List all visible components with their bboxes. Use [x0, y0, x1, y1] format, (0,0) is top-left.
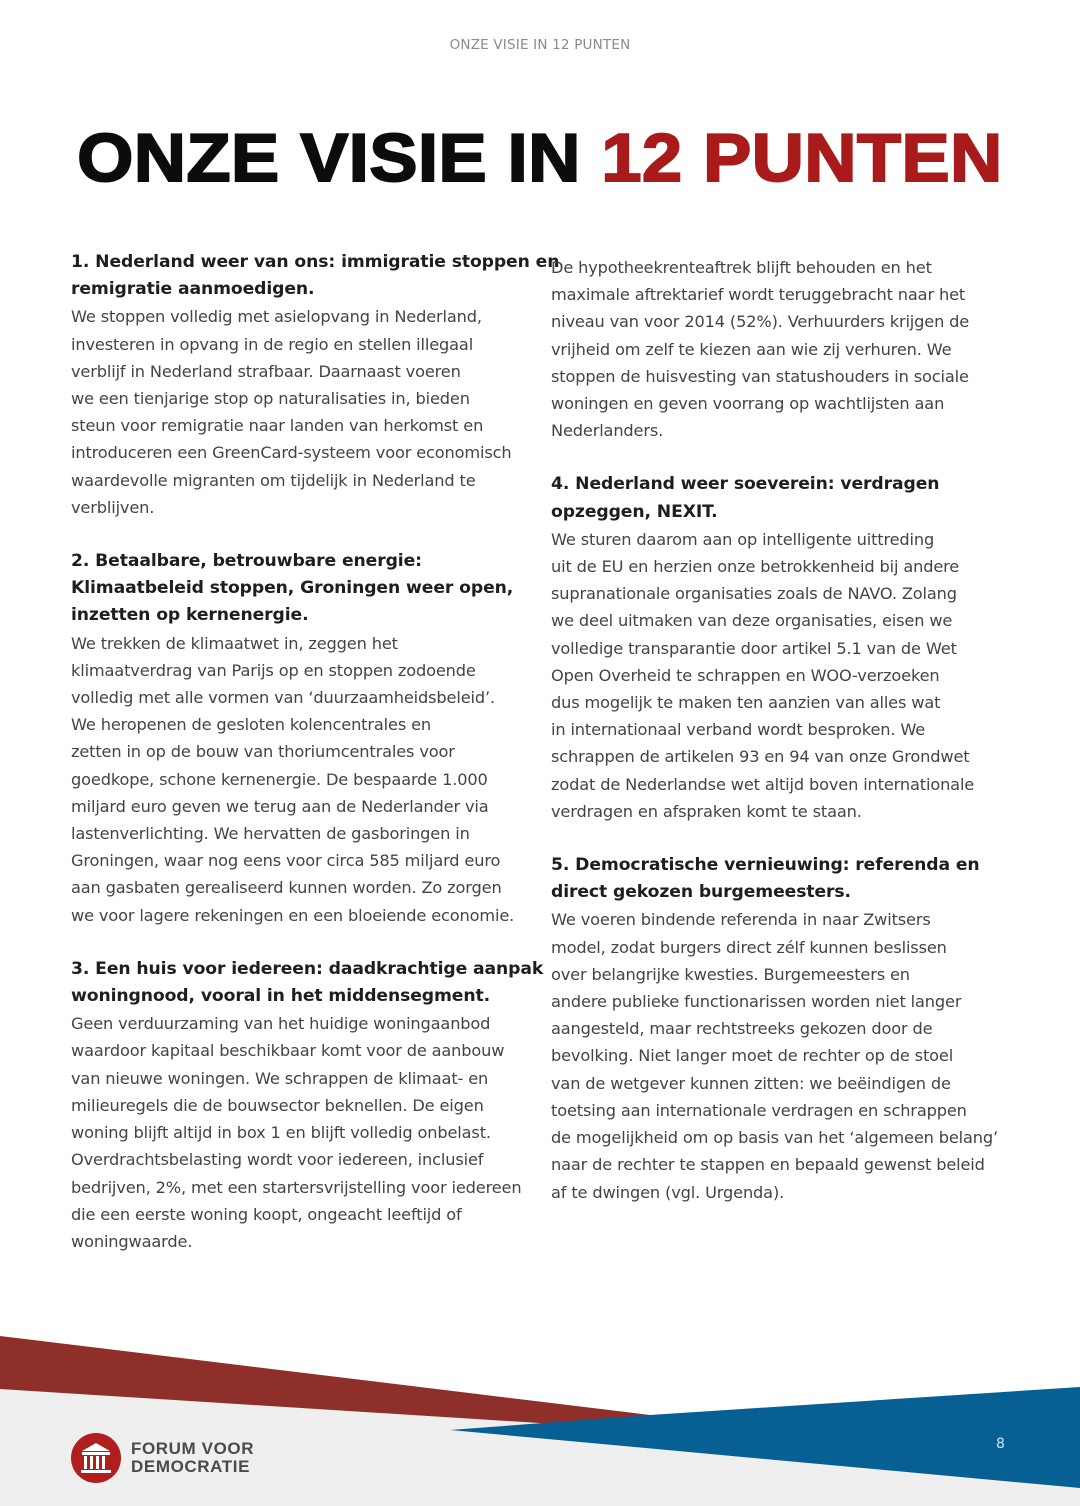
body-line: woning blijft altijd in box 1 en blijft volledig onbelast. — [71, 1123, 491, 1143]
heading-line: opzeggen, NEXIT. — [551, 501, 718, 522]
body-line: model, zodat burgers direct zélf kunnen beslissen — [551, 937, 947, 957]
logo-text — [131, 1440, 254, 1476]
heading-line: 1. Nederland weer van ons: immigratie stoppen en — [71, 252, 560, 272]
section-heading — [71, 548, 533, 630]
body-line: maximale aftrektarief wordt teruggebracht naar het — [551, 285, 966, 305]
body-line: Nederlanders. — [551, 421, 664, 441]
body-line: volledige transparantie door artikel 5.1 van de Wet — [551, 638, 957, 658]
body-line: van nieuwe woningen. We schrappen de klimaat- en — [71, 1068, 489, 1088]
body-line: milieuregels die de bouwsector beknellen. De eigen — [71, 1095, 484, 1115]
heading-line: Klimaatbeleid stoppen, Groningen weer open, — [71, 578, 514, 599]
right-column — [551, 254, 1013, 1233]
logo-line-2: DEMOCRATIE — [131, 1457, 251, 1476]
logo-line-1: FORUM VOOR — [131, 1439, 255, 1458]
body-line: we voor lagere rekeningen en een bloeiende economie. — [71, 905, 515, 925]
body-line: dus mogelijk te maken ten aanzien van alles wat — [551, 693, 941, 713]
body-line: schrappen de artikelen 93 en 94 van onze Grondwet — [551, 747, 970, 767]
section-body — [71, 303, 533, 521]
section-body — [551, 254, 1013, 444]
body-line: lastenverlichting. We hervatten de gasboringen in — [71, 824, 470, 844]
body-line: andere publieke functionarissen worden niet langer — [551, 992, 962, 1012]
body-line: we deel uitmaken van deze organisaties, eisen we — [551, 611, 953, 631]
heading-line: 3. Een huis voor iedereen: daadkrachtige aanpak — [71, 958, 544, 979]
heading-line: remigratie aanmoedigen. — [71, 279, 315, 300]
body-line: steun voor remigratie naar landen van herkomst en — [71, 416, 484, 436]
page-number: 8 — [996, 1436, 1005, 1452]
body-line: miljard euro geven we terug aan de Nederlander via — [71, 796, 489, 816]
body-line: stoppen de huisvesting van statushouders in sociale — [551, 366, 969, 386]
body-line: naar de rechter te stappen en bepaald gewenst beleid — [551, 1155, 985, 1175]
page-title-highlight: 12 PUNTEN — [601, 120, 1003, 196]
party-logo — [71, 1433, 254, 1483]
body-line: investeren in opvang in de regio en stellen illegaal — [71, 334, 474, 354]
section-3 — [71, 956, 544, 1255]
body-line: We trekken de klimaatwet in, zeggen het — [71, 633, 398, 653]
body-line: zetten in op de bouw van thoriumcentrales voor — [71, 742, 455, 762]
body-line: woningen en geven voorrang op wachtlijsten aan — [551, 394, 945, 414]
body-line: verblijven. — [71, 497, 155, 517]
body-line: we een tienjarige stop op naturalisaties in, bieden — [71, 389, 470, 409]
body-line: bevolking. Niet langer moet de rechter op de stoel — [551, 1046, 954, 1066]
body-line: woningwaarde. — [71, 1231, 193, 1251]
page-title — [0, 118, 1080, 198]
body-line: supranationale organisaties zoals de NAVO. Zolang — [551, 584, 957, 604]
section-heading — [551, 852, 1013, 906]
heading-line: 4. Nederland weer soeverein: verdragen — [551, 474, 940, 495]
body-line: goedkope, schone kernenergie. De bespaarde 1.000 — [71, 769, 488, 789]
body-line: Open Overheid te schrappen en WOO-verzoeken — [551, 665, 940, 685]
body-line: vrijheid om zelf te kiezen aan wie zij verhuren. We — [551, 339, 952, 359]
section-heading — [71, 956, 544, 1010]
section-body — [551, 906, 1013, 1205]
page-title-prefix: ONZE VISIE IN — [77, 120, 602, 196]
section-heading — [71, 249, 560, 303]
body-line: die een eerste woning koopt, ongeacht leeftijd of — [71, 1204, 462, 1224]
body-line: over belangrijke kwesties. Burgemeesters en — [551, 964, 910, 984]
body-line: waardoor kapitaal beschikbaar komt voor de aanbouw — [71, 1041, 505, 1061]
body-line: bedrijven, 2%, met een startersvrijstelling voor iedereen — [71, 1177, 522, 1197]
heading-line: inzetten op kernenergie. — [71, 605, 309, 626]
body-line: van de wetgever kunnen zitten: we beëindigen de — [551, 1073, 951, 1093]
section-1 — [71, 249, 560, 521]
body-line: klimaatverdrag van Parijs op en stoppen zodoende — [71, 660, 476, 680]
body-line: Groningen, waar nog eens voor circa 585 miljard euro — [71, 851, 501, 871]
section-body — [551, 526, 1013, 825]
body-line: waardevolle migranten om tijdelijk in Nederland te — [71, 470, 476, 490]
body-line: niveau van voor 2014 (52%). Verhuurders krijgen de — [551, 312, 970, 332]
body-line: zodat de Nederlandse wet altijd boven internationale — [551, 774, 975, 794]
body-line: We heropenen de gesloten kolencentrales en — [71, 715, 432, 735]
body-line: de mogelijkheid om op basis van het ‘algemeen belang’ — [551, 1128, 999, 1148]
running-header: ONZE VISIE IN 12 PUNTEN — [449, 37, 631, 53]
body-line: toetsing aan internationale verdragen en schrappen — [551, 1100, 967, 1120]
body-line: Geen verduurzaming van het huidige woningaanbod — [71, 1014, 491, 1034]
section-heading — [551, 471, 1013, 525]
parliament-building-icon — [71, 1433, 121, 1483]
body-line: aan gasbaten gerealiseerd kunnen worden. Zo zorgen — [71, 878, 502, 898]
section-3-continued — [551, 254, 1013, 444]
section-2 — [71, 548, 533, 929]
section-body — [71, 630, 533, 929]
body-line: verblijf in Nederland strafbaar. Daarnaast voeren — [71, 361, 461, 381]
body-line: We stoppen volledig met asielopvang in Nederland, — [71, 307, 482, 327]
body-line: verdragen en afspraken komt te staan. — [551, 801, 862, 821]
heading-line: woningnood, vooral in het middensegment. — [71, 986, 491, 1007]
body-line: Overdrachtsbelasting wordt voor iedereen, inclusief — [71, 1150, 484, 1170]
left-column — [71, 249, 560, 1282]
section-body — [71, 1010, 533, 1255]
body-line: We voeren bindende referenda in naar Zwitsers — [551, 910, 931, 930]
section-5 — [551, 852, 1013, 1206]
body-line: introduceren een GreenCard-systeem voor economisch — [71, 443, 512, 463]
heading-line: direct gekozen burgemeesters. — [551, 882, 851, 903]
body-line: in internationaal verband wordt besproken. We — [551, 720, 926, 740]
body-line: af te dwingen (vgl. Urgenda). — [551, 1182, 785, 1202]
section-4 — [551, 471, 1013, 825]
heading-line: 5. Democratische vernieuwing: referenda en — [551, 855, 980, 876]
body-line: aangesteld, maar rechtstreeks gekozen door de — [551, 1019, 933, 1039]
body-line: volledig met alle vormen van ‘duurzaamheidsbeleid’. — [71, 688, 495, 708]
heading-line: 2. Betaalbare, betrouwbare energie: — [71, 551, 422, 572]
body-line: uit de EU en herzien onze betrokkenheid bij andere — [551, 557, 960, 577]
body-line: De hypotheekrenteaftrek blijft behouden en het — [551, 258, 932, 277]
body-line: We sturen daarom aan op intelligente uittreding — [551, 529, 935, 549]
